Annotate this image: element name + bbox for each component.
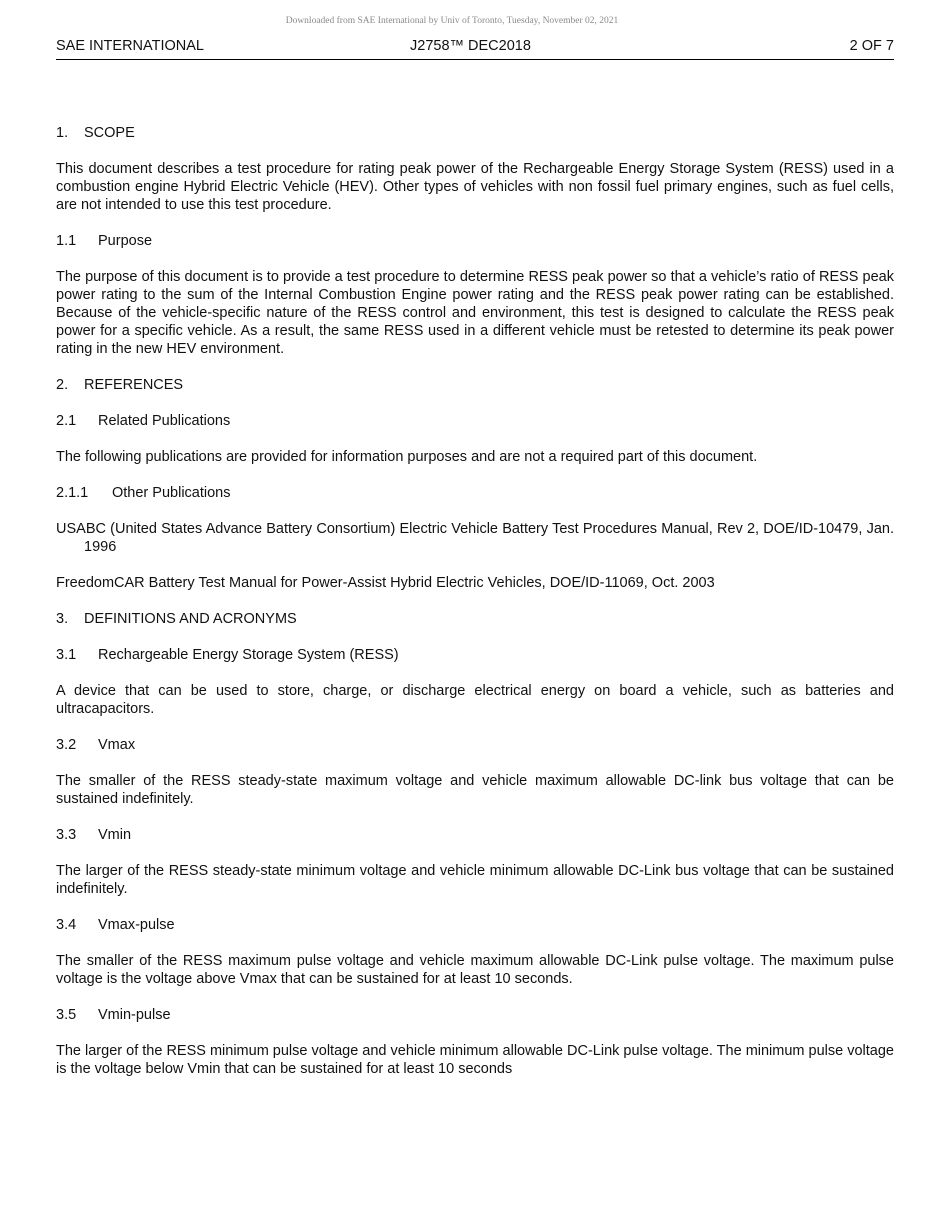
section-title: Vmin-pulse bbox=[98, 1007, 171, 1023]
header-page-number: 2 OF 7 bbox=[849, 38, 894, 54]
paragraph-vmin: The larger of the RESS steady-state minimum voltage and vehicle minimum allowable DC-Link bus voltage that can be sustained indefinitely. bbox=[56, 863, 894, 897]
section-heading-vmax bbox=[56, 736, 894, 754]
section-number: 2.1 bbox=[56, 413, 77, 429]
paragraph-ress: A device that can be used to store, charge, or discharge electrical energy on board a vehicle, such as batteries and ultracapacitors. bbox=[56, 683, 894, 717]
section-number: 3.2 bbox=[56, 737, 77, 753]
section-heading-vmax-pulse bbox=[56, 916, 894, 934]
section-title: Other Publications bbox=[112, 485, 231, 501]
section-heading-references bbox=[56, 376, 894, 394]
section-number: 2. bbox=[56, 377, 69, 393]
section-number: 1.1 bbox=[56, 233, 77, 249]
section-title: SCOPE bbox=[84, 125, 135, 141]
page-header bbox=[56, 38, 894, 60]
section-title: Vmax bbox=[98, 737, 136, 753]
section-number: 3.5 bbox=[56, 1007, 77, 1023]
reference-freedomcar: FreedomCAR Battery Test Manual for Power-Assist Hybrid Electric Vehicles, DOE/ID-11069, Oct. 2003 bbox=[56, 575, 715, 591]
section-number: 2.1.1 bbox=[56, 485, 89, 501]
section-heading-ress bbox=[56, 646, 894, 664]
section-heading-other-publications bbox=[56, 484, 894, 502]
section-heading-purpose bbox=[56, 232, 894, 250]
section-heading-vmin-pulse bbox=[56, 1006, 894, 1024]
section-number: 3.1 bbox=[56, 647, 77, 663]
section-heading-related-publications bbox=[56, 412, 894, 430]
section-number: 3.3 bbox=[56, 827, 77, 843]
section-title: Rechargeable Energy Storage System (RESS) bbox=[98, 647, 399, 663]
section-heading-definitions bbox=[56, 610, 894, 628]
paragraph-vmax: The smaller of the RESS steady-state maximum voltage and vehicle maximum allowable DC-link bus voltage that can be sustained indefinitely. bbox=[56, 773, 894, 807]
reference-usabc: USABC (United States Advance Battery Consortium) Electric Vehicle Battery Test Procedures Manual, Rev 2, DOE/ID-10479, Jan. 1996 bbox=[56, 521, 894, 555]
section-number: 1. bbox=[56, 125, 69, 141]
section-heading-scope bbox=[56, 124, 894, 142]
section-title: Vmin bbox=[98, 827, 132, 843]
section-number: 3. bbox=[56, 611, 69, 627]
section-number: 3.4 bbox=[56, 917, 77, 933]
section-title: DEFINITIONS AND ACRONYMS bbox=[84, 611, 297, 627]
paragraph-purpose: The purpose of this document is to provide a test procedure to determine RESS peak power so that a vehicle’s ratio of RESS peak power rating to the sum of the Internal Combustion Engine power rating and the RESS peak power rating can be established. Because of the vehicle-specific nature of the RESS control and environment, this test is designed to calculate the RESS peak power for a specific vehicle. As a result, the same RESS used in a different vehicle must be retested to determine its peak power rating in the new HEV environment. bbox=[56, 269, 894, 357]
section-title: REFERENCES bbox=[84, 377, 184, 393]
paragraph-vmin-pulse: The larger of the RESS minimum pulse voltage and vehicle minimum allowable DC-Link pulse voltage. The minimum pulse voltage is the voltage below Vmin that can be sustained for at least 10 seconds bbox=[56, 1043, 894, 1077]
paragraph-related-publications: The following publications are provided for information purposes and are not a required part of this document. bbox=[56, 449, 758, 465]
section-title: Related Publications bbox=[98, 413, 231, 429]
section-title: Vmax-pulse bbox=[98, 917, 175, 933]
paragraph-vmax-pulse: The smaller of the RESS maximum pulse voltage and vehicle maximum allowable DC-Link pulse voltage. The maximum pulse voltage is the voltage above Vmax that can be sustained for at least 10 seconds. bbox=[56, 953, 894, 987]
document-body bbox=[56, 124, 894, 1096]
section-heading-vmin bbox=[56, 826, 894, 844]
header-publisher: SAE INTERNATIONAL bbox=[56, 38, 204, 54]
download-watermark: Downloaded from SAE International by Univ of Toronto, Tuesday, November 02, 2021 bbox=[285, 16, 619, 26]
paragraph-scope: This document describes a test procedure for rating peak power of the Rechargeable Energy Storage System (RESS) used in a combustion engine Hybrid Electric Vehicle (HEV). Other types of vehicles with non fossil fuel primary engines, such as fuel cells, are not intended to use this test procedure. bbox=[56, 161, 894, 213]
section-title: Purpose bbox=[98, 233, 153, 249]
header-doc-id: J2758™ DEC2018 bbox=[410, 38, 531, 54]
